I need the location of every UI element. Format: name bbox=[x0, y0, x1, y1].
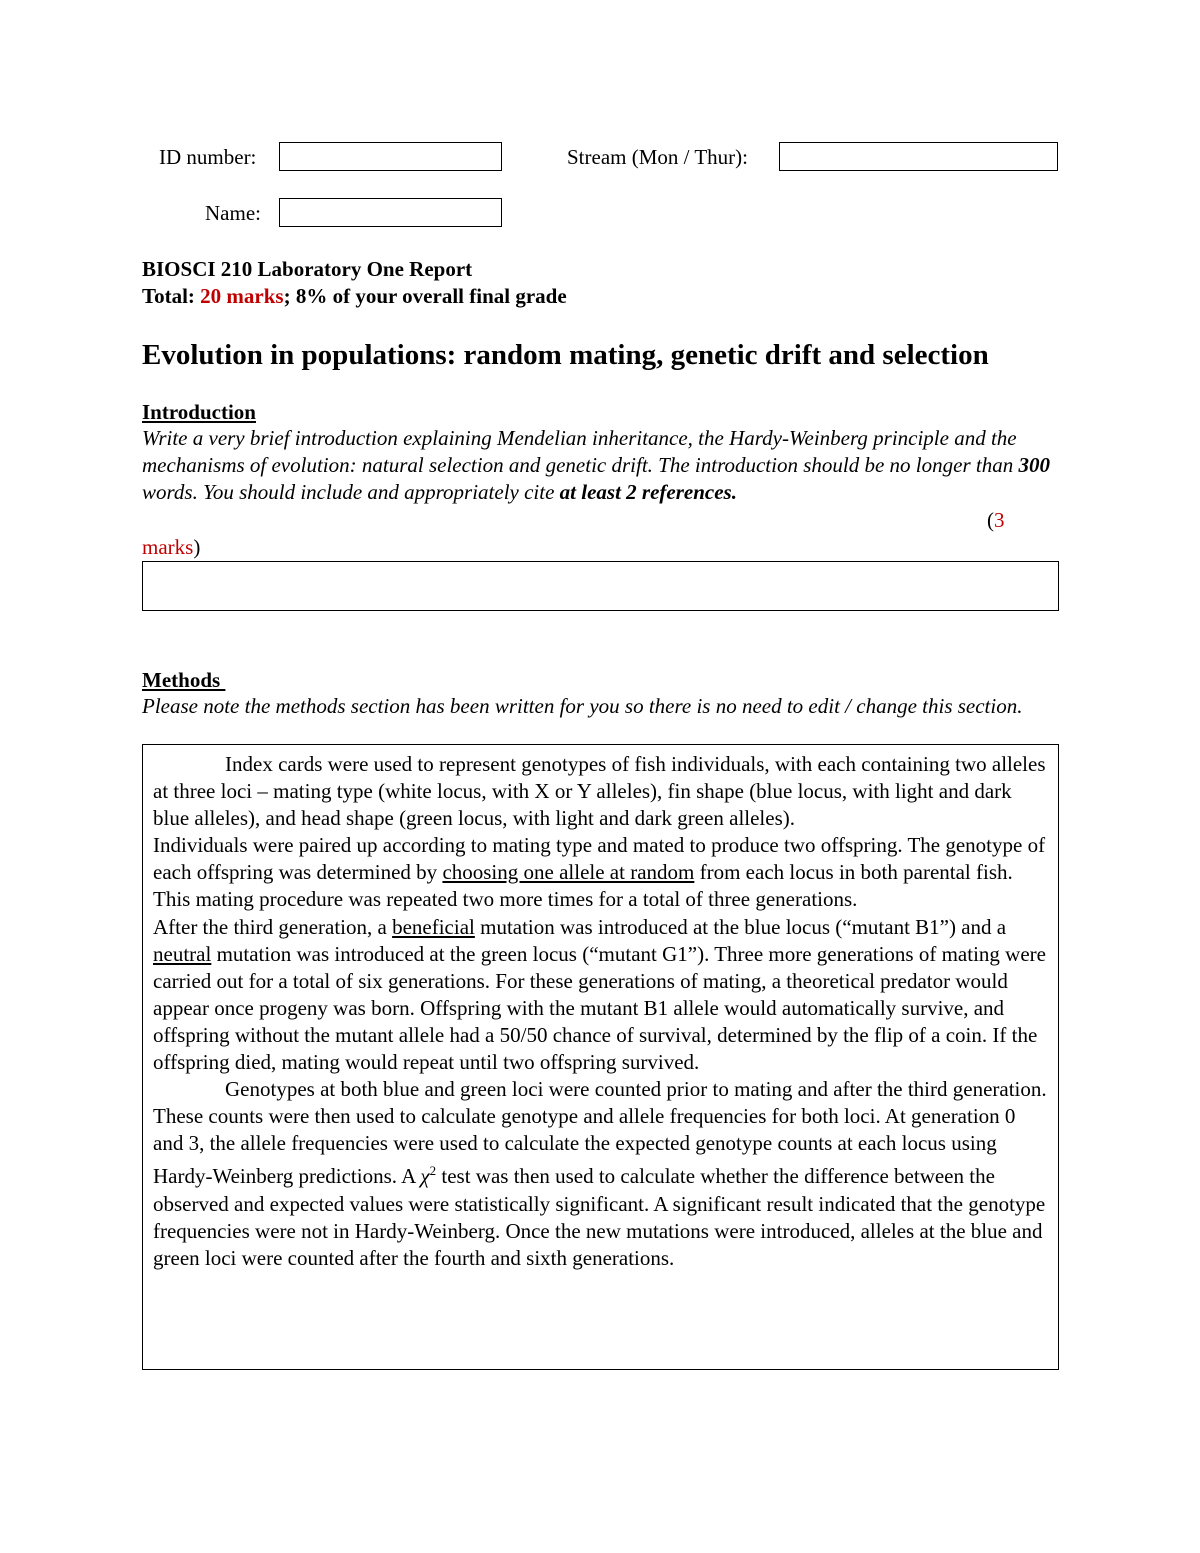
stream-field[interactable] bbox=[779, 142, 1058, 171]
introduction-instructions: Write a very brief introduction explaining Mendelian inheritance, the Hardy-Weinberg principle and the mechanisms of evolution: natural selection and genetic drift. The introduction should be no longer than 300 words. You should include and appropriately cite at least 2 references. bbox=[142, 426, 1050, 505]
introduction-answer-box[interactable] bbox=[142, 561, 1059, 611]
methods-text-box bbox=[142, 744, 1059, 1370]
introduction-marks-close: marks) bbox=[142, 535, 201, 559]
introduction-marks-open: (3 bbox=[987, 508, 1005, 532]
total-marks-line bbox=[142, 283, 567, 309]
methods-paragraph-3: After the third generation, a beneficial mutation was introduced at the blue locus (“mutant B1”) and a neutral mutation was introduced at the green locus (“mutant G1”). Three more generations of mating were carried out for a total of six generations. For these generations of mating, a theoretical predator would appear once progeny was born. Offspring with the mutant B1 allele would automatically survive, and offspring without the mutant allele had a 50/50 chance of survival, determined by the flip of a coin. If the offspring died, mating would repeat until two offspring survived. bbox=[153, 914, 1046, 1075]
total-marks: 20 marks bbox=[200, 284, 284, 308]
total-suffix: ; 8% of your overall final grade bbox=[283, 284, 567, 308]
report-title: BIOSCI 210 Laboratory One Report bbox=[142, 257, 473, 281]
id-number-field[interactable] bbox=[279, 142, 502, 171]
methods-paragraph-4: Genotypes at both blue and green loci were counted prior to mating and after the third generation. These counts were then used to calculate genotype and allele frequencies for both loci. At generation 0 and 3, the allele frequencies were used to calculate the expected genotype counts at each locus using Hardy-Weinberg predictions. A $\chi^2$ test was then used to calculate whether the difference between the observed and expected values were statistically significant. A significant result indicated that the genotype frequencies were not in Hardy-Weinberg. Once the new mutations were introduced, alleles at the blue and green loci were counted after the fourth and sixth generations. bbox=[153, 1077, 1047, 1270]
total-prefix: Total: bbox=[142, 284, 201, 308]
methods-note: Please note the methods section has been written for you so there is no need to edit / change this section. bbox=[142, 694, 1023, 718]
methods-paragraph-1: Index cards were used to represent genotypes of fish individuals, with each containing two alleles at three loci – mating type (white locus, with X or Y alleles), fin shape (blue locus, with light and dark blue alleles), and head shape (green locus, with light and dark green alleles). bbox=[153, 752, 1046, 831]
main-title: Evolution in populations: random mating, genetic drift and selection bbox=[142, 339, 989, 371]
introduction-heading: Introduction bbox=[142, 400, 256, 424]
name-field[interactable] bbox=[279, 198, 502, 227]
methods-paragraph-2: Individuals were paired up according to mating type and mated to produce two offspring. The genotype of each offspring was determined by choosing one allele at random from each locus in both parental fish. This mating procedure was repeated two more times for a total of three generations. bbox=[153, 833, 1046, 912]
stream-label: Stream (Mon / Thur): bbox=[567, 145, 749, 169]
methods-heading: Methods bbox=[142, 668, 226, 692]
name-label: Name: bbox=[205, 201, 261, 225]
id-number-label: ID number: bbox=[159, 145, 257, 169]
